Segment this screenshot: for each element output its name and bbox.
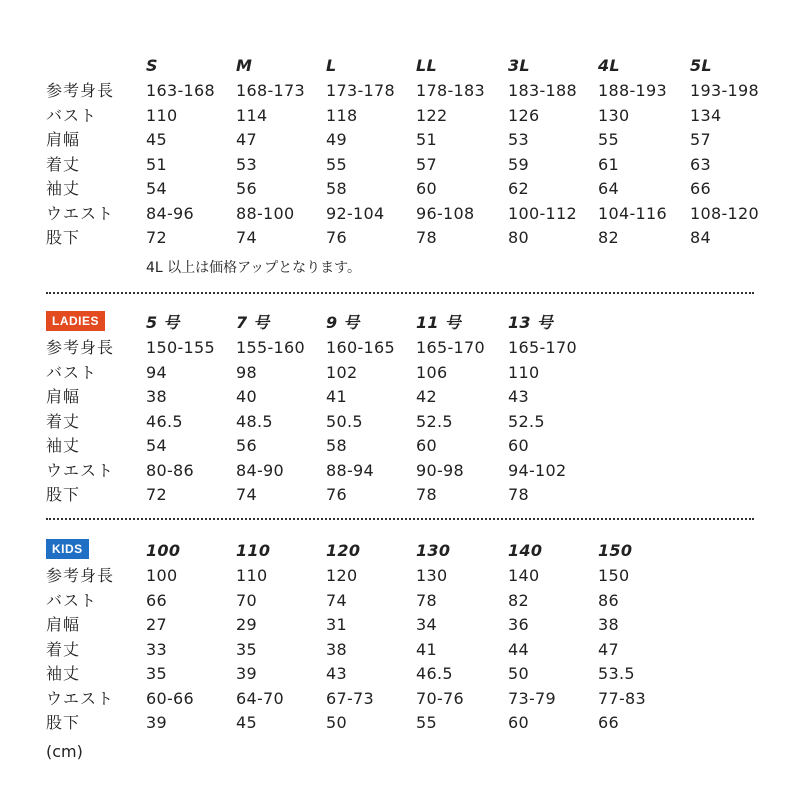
row-label: 股下 — [46, 228, 81, 247]
kids-header-row — [0, 539, 800, 563]
table-row — [0, 662, 800, 686]
table-row — [0, 564, 800, 588]
table-cell: 193-198 — [690, 81, 759, 100]
table-cell: 150 — [598, 566, 630, 585]
table-cell: 41 — [416, 639, 437, 659]
table-cell: 155-160 — [236, 338, 305, 357]
table-cell: 165-170 — [416, 338, 485, 357]
row-label: バスト — [46, 590, 98, 610]
size-header: 5 号 — [146, 313, 180, 332]
table-cell: 126 — [508, 105, 540, 125]
table-cell: 173-178 — [326, 81, 395, 100]
table-cell: 33 — [146, 639, 167, 659]
size-header: 120 — [326, 541, 361, 560]
table-cell: 100-112 — [508, 203, 577, 223]
row-label: 参考身長 — [46, 338, 115, 357]
size-header: 5L — [690, 56, 712, 75]
table-cell: 38 — [146, 387, 167, 406]
table-cell: 72 — [146, 228, 167, 247]
table-cell: 110 — [236, 566, 268, 585]
table-cell: 183-188 — [508, 81, 577, 100]
table-cell: 118 — [326, 105, 358, 125]
size-header: 13 号 — [508, 313, 554, 332]
size-header: LL — [416, 56, 437, 75]
size-header: 9 号 — [326, 313, 360, 332]
table-row — [0, 177, 800, 201]
table-cell: 55 — [416, 713, 437, 732]
table-cell: 110 — [146, 105, 178, 125]
table-cell: 84-90 — [236, 460, 284, 480]
size-header: 150 — [598, 541, 633, 560]
row-label: 肩幅 — [46, 387, 81, 406]
table-cell: 57 — [690, 130, 711, 149]
table-cell: 86 — [598, 590, 619, 610]
table-row — [0, 483, 800, 507]
table-cell: 114 — [236, 105, 268, 125]
table-cell: 60 — [508, 713, 529, 732]
table-cell: 94-102 — [508, 460, 567, 480]
row-label: 参考身長 — [46, 566, 115, 585]
table-cell: 134 — [690, 105, 722, 125]
table-cell: 120 — [326, 566, 358, 585]
table-row — [0, 79, 800, 103]
table-cell: 56 — [236, 436, 257, 455]
table-cell: 66 — [146, 590, 167, 610]
table-cell: 66 — [690, 179, 711, 198]
table-cell: 40 — [236, 387, 257, 406]
table-cell: 62 — [508, 179, 529, 198]
table-cell: 39 — [236, 664, 257, 683]
size-header: 3L — [508, 56, 530, 75]
kids-badge: KIDS — [46, 539, 89, 559]
ladies-header-row — [0, 311, 800, 335]
table-row — [0, 361, 800, 385]
table-cell: 73-79 — [508, 688, 556, 708]
table-row — [0, 459, 800, 483]
table-cell: 178-183 — [416, 81, 485, 100]
table-row — [0, 434, 800, 458]
size-header: 140 — [508, 541, 543, 560]
table-cell: 92-104 — [326, 203, 385, 223]
row-label: バスト — [46, 362, 98, 382]
table-cell: 50.5 — [326, 411, 363, 431]
table-cell: 94 — [146, 362, 167, 382]
table-cell: 163-168 — [146, 81, 215, 100]
table-cell: 70-76 — [416, 688, 464, 708]
table-cell: 47 — [236, 130, 257, 149]
table-cell: 78 — [508, 485, 529, 504]
table-cell: 150-155 — [146, 338, 215, 357]
row-label: 肩幅 — [46, 615, 81, 634]
row-label: 袖丈 — [46, 179, 81, 198]
row-label: 袖丈 — [46, 664, 81, 683]
table-cell: 51 — [146, 154, 167, 174]
table-cell: 43 — [508, 387, 529, 406]
table-cell: 130 — [598, 105, 630, 125]
table-cell: 98 — [236, 362, 257, 382]
table-cell: 53.5 — [598, 664, 635, 683]
size-header: 7 号 — [236, 313, 270, 332]
table-cell: 165-170 — [508, 338, 577, 357]
table-cell: 106 — [416, 362, 448, 382]
section-divider — [46, 292, 754, 294]
size-header: 11 号 — [416, 313, 462, 332]
table-cell: 60-66 — [146, 688, 194, 708]
table-cell: 50 — [508, 664, 529, 683]
size-header: L — [326, 56, 337, 75]
table-cell: 31 — [326, 615, 347, 634]
table-cell: 56 — [236, 179, 257, 198]
table-cell: 110 — [508, 362, 540, 382]
table-cell: 130 — [416, 566, 448, 585]
table-row — [0, 153, 800, 177]
table-cell: 76 — [326, 485, 347, 504]
table-cell: 45 — [236, 713, 257, 732]
table-cell: 64-70 — [236, 688, 284, 708]
table-cell: 51 — [416, 130, 437, 149]
table-cell: 41 — [326, 387, 347, 406]
table-cell: 34 — [416, 615, 437, 634]
table-cell: 29 — [236, 615, 257, 634]
row-label: 着丈 — [46, 154, 81, 174]
table-row — [0, 202, 800, 226]
size-header: 130 — [416, 541, 451, 560]
table-cell: 100 — [146, 566, 178, 585]
table-cell: 50 — [326, 713, 347, 732]
table-cell: 47 — [598, 639, 619, 659]
ladies-badge: LADIES — [46, 311, 105, 331]
table-row — [0, 128, 800, 152]
table-cell: 53 — [236, 154, 257, 174]
table-cell: 46.5 — [146, 411, 183, 431]
price-note: 4L 以上は価格アップとなります。 — [146, 260, 362, 276]
table-cell: 55 — [326, 154, 347, 174]
table-cell: 53 — [508, 130, 529, 149]
row-label: 肩幅 — [46, 130, 81, 149]
table-cell: 88-100 — [236, 203, 295, 223]
table-cell: 82 — [508, 590, 529, 610]
table-cell: 36 — [508, 615, 529, 634]
table-cell: 55 — [598, 130, 619, 149]
unit-label: (cm) — [46, 742, 83, 761]
table-cell: 46.5 — [416, 664, 453, 683]
table-cell: 57 — [416, 154, 437, 174]
table-cell: 72 — [146, 485, 167, 504]
table-cell: 102 — [326, 362, 358, 382]
table-cell: 58 — [326, 179, 347, 198]
table-cell: 52.5 — [508, 411, 545, 431]
table-cell: 44 — [508, 639, 529, 659]
table-row — [0, 410, 800, 434]
table-cell: 78 — [416, 228, 437, 247]
table-cell: 84-96 — [146, 203, 194, 223]
table-cell: 108-120 — [690, 203, 759, 223]
table-cell: 27 — [146, 615, 167, 634]
table-cell: 122 — [416, 105, 448, 125]
table-cell: 82 — [598, 228, 619, 247]
table-cell: 76 — [326, 228, 347, 247]
table-cell: 35 — [146, 664, 167, 683]
table-cell: 64 — [598, 179, 619, 198]
table-cell: 52.5 — [416, 411, 453, 431]
table-cell: 84 — [690, 228, 711, 247]
table-cell: 39 — [146, 713, 167, 732]
row-label: ウエスト — [46, 460, 115, 480]
size-header: M — [236, 56, 253, 75]
table-cell: 60 — [416, 179, 437, 198]
table-row — [0, 711, 800, 735]
table-cell: 74 — [236, 228, 257, 247]
table-cell: 35 — [236, 639, 257, 659]
table-cell: 60 — [508, 436, 529, 455]
row-label: ウエスト — [46, 203, 115, 223]
table-row — [0, 104, 800, 128]
table-cell: 160-165 — [326, 338, 395, 357]
row-label: 袖丈 — [46, 436, 81, 455]
table-row — [0, 226, 800, 250]
table-cell: 49 — [326, 130, 347, 149]
row-label: バスト — [46, 105, 98, 125]
table-cell: 78 — [416, 485, 437, 504]
row-label: 股下 — [46, 485, 81, 504]
row-label: 股下 — [46, 713, 81, 732]
section-divider — [46, 518, 754, 520]
table-row — [0, 613, 800, 637]
table-cell: 48.5 — [236, 411, 273, 431]
table-cell: 38 — [326, 639, 347, 659]
table-cell: 140 — [508, 566, 540, 585]
table-cell: 74 — [326, 590, 347, 610]
table-cell: 45 — [146, 130, 167, 149]
table-cell: 90-98 — [416, 460, 464, 480]
table-cell: 58 — [326, 436, 347, 455]
row-label: 着丈 — [46, 411, 81, 431]
table-row — [0, 589, 800, 613]
table-cell: 54 — [146, 436, 167, 455]
table-cell: 168-173 — [236, 81, 305, 100]
table-cell: 63 — [690, 154, 711, 174]
table-cell: 104-116 — [598, 203, 667, 223]
table-cell: 74 — [236, 485, 257, 504]
table-cell: 80-86 — [146, 460, 194, 480]
table-cell: 67-73 — [326, 688, 374, 708]
table-cell: 80 — [508, 228, 529, 247]
size-header: S — [146, 56, 158, 75]
table-cell: 60 — [416, 436, 437, 455]
table-cell: 77-83 — [598, 688, 646, 708]
size-header: 100 — [146, 541, 181, 560]
table-cell: 96-108 — [416, 203, 475, 223]
table-cell: 43 — [326, 664, 347, 683]
row-label: ウエスト — [46, 688, 115, 708]
table-cell: 59 — [508, 154, 529, 174]
table-cell: 70 — [236, 590, 257, 610]
size-header: 4L — [598, 56, 620, 75]
table-row — [0, 385, 800, 409]
table-cell: 38 — [598, 615, 619, 634]
men-header-row — [0, 54, 800, 78]
size-header: 110 — [236, 541, 271, 560]
table-cell: 61 — [598, 154, 619, 174]
table-cell: 78 — [416, 590, 437, 610]
table-row — [0, 687, 800, 711]
table-row — [0, 638, 800, 662]
row-label: 参考身長 — [46, 81, 115, 100]
table-row — [0, 336, 800, 360]
table-cell: 188-193 — [598, 81, 667, 100]
table-cell: 54 — [146, 179, 167, 198]
row-label: 着丈 — [46, 639, 81, 659]
table-cell: 42 — [416, 387, 437, 406]
table-cell: 88-94 — [326, 460, 374, 480]
table-cell: 66 — [598, 713, 619, 732]
